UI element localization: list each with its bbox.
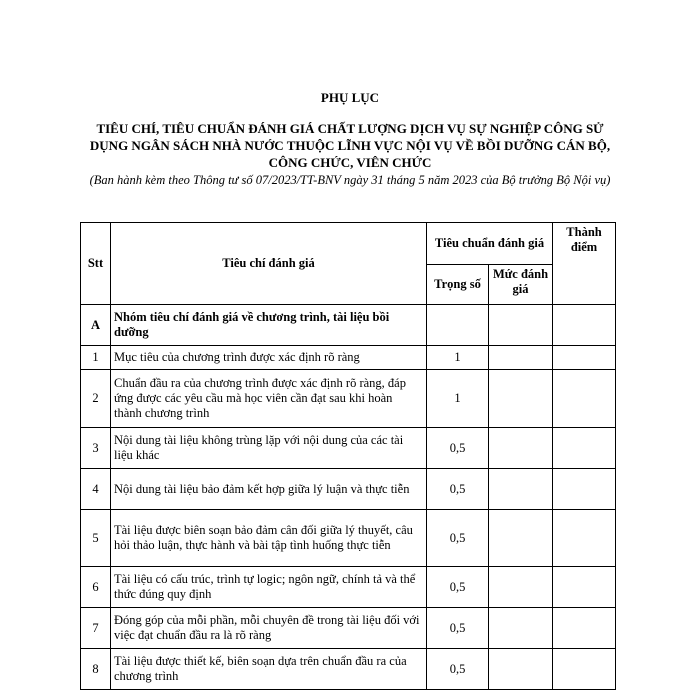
table-group-row bbox=[81, 305, 616, 346]
table-row bbox=[81, 428, 616, 469]
header-weight: Trọng số bbox=[427, 265, 489, 305]
row-score bbox=[553, 428, 616, 469]
row-criteria: Đóng góp của mỗi phần, mỗi chuyên đề trong tài liệu đối với việc đạt chuẩn đầu ra là rõ ràng bbox=[111, 608, 427, 649]
row-score bbox=[553, 510, 616, 567]
criteria-table bbox=[80, 222, 616, 690]
row-criteria: Tài liệu có cấu trúc, trình tự logic; ngôn ngữ, chính tả và thể thức đúng quy định bbox=[111, 567, 427, 608]
row-weight: 0,5 bbox=[427, 567, 489, 608]
row-level bbox=[489, 469, 553, 510]
document-title: PHỤ LỤC bbox=[320, 90, 380, 105]
header-criteria: Tiêu chí đánh giá bbox=[111, 223, 427, 305]
table-row bbox=[81, 469, 616, 510]
row-stt: 7 bbox=[81, 608, 111, 649]
row-level bbox=[489, 649, 553, 690]
table-row bbox=[81, 510, 616, 567]
table-row bbox=[81, 370, 616, 428]
group-level-cell bbox=[489, 305, 553, 346]
group-weight-cell bbox=[427, 305, 489, 346]
row-score bbox=[553, 469, 616, 510]
row-weight: 0,5 bbox=[427, 649, 489, 690]
row-stt: 1 bbox=[81, 346, 111, 370]
row-weight: 1 bbox=[427, 370, 489, 428]
row-level bbox=[489, 346, 553, 370]
row-weight: 0,5 bbox=[427, 469, 489, 510]
row-criteria: Tài liệu được biên soạn bảo đảm cân đối giữa lý thuyết, câu hỏi thảo luận, thực hành và bài tập tình huống thực tiễn bbox=[111, 510, 427, 567]
table-row bbox=[81, 346, 616, 370]
row-weight: 0,5 bbox=[427, 608, 489, 649]
row-score bbox=[553, 346, 616, 370]
row-criteria: Nội dung tài liệu bảo đảm kết hợp giữa lý luận và thực tiễn bbox=[111, 469, 427, 510]
row-score bbox=[553, 370, 616, 428]
row-stt: 6 bbox=[81, 567, 111, 608]
group-stt: A bbox=[81, 305, 111, 346]
table-header-row bbox=[81, 223, 616, 265]
row-criteria: Chuẩn đầu ra của chương trình được xác định rõ ràng, đáp ứng được các yêu cầu mà học viên cần đạt sau khi hoàn thành chương trình bbox=[111, 370, 427, 428]
row-criteria: Mục tiêu của chương trình được xác định rõ ràng bbox=[111, 346, 427, 370]
row-level bbox=[489, 370, 553, 428]
row-stt: 8 bbox=[81, 649, 111, 690]
issuance-note: (Ban hành kèm theo Thông tư số 07/2023/TT-BNV ngày 31 tháng 5 năm 2023 của Bộ trưởng Bộ Nội vụ) bbox=[89, 173, 611, 187]
header-standard: Tiêu chuẩn đánh giá bbox=[427, 223, 553, 265]
row-level bbox=[489, 567, 553, 608]
row-stt: 5 bbox=[81, 510, 111, 567]
row-level bbox=[489, 428, 553, 469]
row-stt: 4 bbox=[81, 469, 111, 510]
header-stt: Stt bbox=[81, 223, 111, 305]
header-level: Mức đánh giá bbox=[489, 265, 553, 305]
row-stt: 2 bbox=[81, 370, 111, 428]
group-score-cell bbox=[553, 305, 616, 346]
row-weight: 0,5 bbox=[427, 510, 489, 567]
row-weight: 0,5 bbox=[427, 428, 489, 469]
row-weight: 1 bbox=[427, 346, 489, 370]
row-criteria: Tài liệu được thiết kế, biên soạn dựa trên chuẩn đầu ra của chương trình bbox=[111, 649, 427, 690]
table-row bbox=[81, 567, 616, 608]
table-row bbox=[81, 608, 616, 649]
header-score: Thành điểm bbox=[553, 223, 616, 305]
row-level bbox=[489, 510, 553, 567]
row-level bbox=[489, 608, 553, 649]
document-subtitle: TIÊU CHÍ, TIÊU CHUẨN ĐÁNH GIÁ CHẤT LƯỢNG DỊCH VỤ SỰ NGHIỆP CÔNG SỬ DỤNG NGÂN SÁCH NHÀ NƯỚC THUỘC LĨNH VỰC NỘI VỤ VỀ BỒI DƯỠNG CÁN BỘ, CÔNG CHỨC, VIÊN CHỨC bbox=[89, 121, 611, 170]
group-label: Nhóm tiêu chí đánh giá về chương trình, tài liệu bồi dưỡng bbox=[111, 305, 427, 346]
row-criteria: Nội dung tài liệu không trùng lặp với nội dung của các tài liệu khác bbox=[111, 428, 427, 469]
row-score bbox=[553, 608, 616, 649]
row-stt: 3 bbox=[81, 428, 111, 469]
row-score bbox=[553, 567, 616, 608]
table-row bbox=[81, 649, 616, 690]
row-score bbox=[553, 649, 616, 690]
